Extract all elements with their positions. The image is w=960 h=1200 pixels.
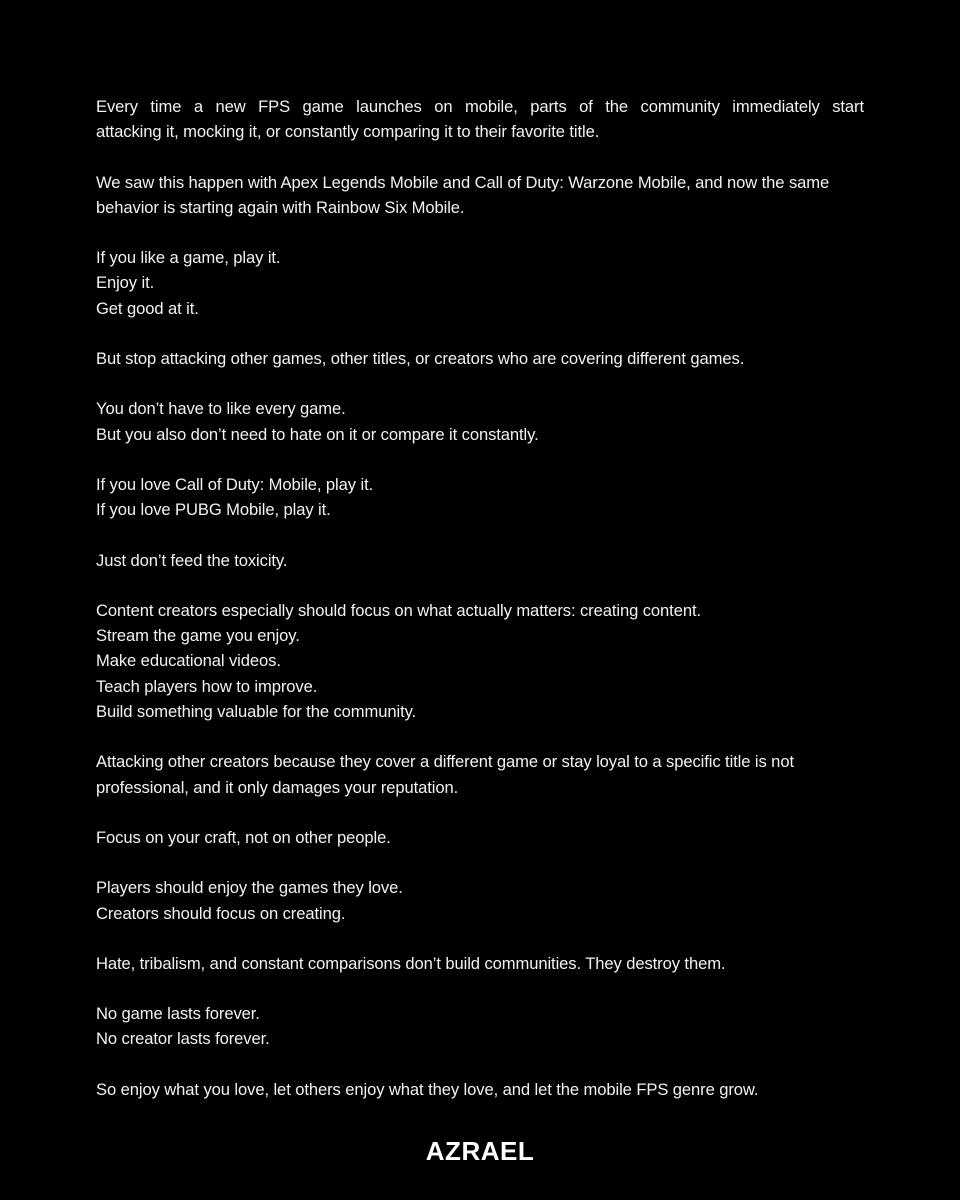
paragraph-line: You don’t have to like every game.: [96, 399, 346, 419]
paragraph-line: We saw this happen with Apex Legends Mobile and Call of Duty: Warzone Mobile, and now the same: [96, 172, 830, 192]
paragraph-line: No creator lasts forever.: [96, 1029, 270, 1049]
paragraph-2: [96, 170, 864, 221]
paragraph-5: [96, 396, 864, 447]
paragraph-line: Players should enjoy the games they love.: [96, 878, 403, 898]
paragraph-8: [96, 598, 864, 724]
paragraph-line: Just don’t feed the toxicity.: [96, 550, 288, 570]
paragraph-line: Hate, tribalism, and constant comparisons don’t build communities. They destroy them.: [96, 953, 726, 973]
paragraph-line: But stop attacking other games, other titles, or creators who are covering different games.: [96, 349, 745, 369]
paragraph-line: Teach players how to improve.: [96, 676, 318, 696]
paragraph-line: Focus on your craft, not on other people.: [96, 827, 391, 847]
signature: AZRAEL: [425, 1136, 535, 1166]
paragraph-6: [96, 472, 864, 523]
paragraph-line: But you also don’t need to hate on it or compare it constantly.: [96, 424, 539, 444]
paragraph-line: Make educational videos.: [96, 651, 281, 671]
paragraph-line: Content creators especially should focus on what actually matters: creating content.: [96, 600, 701, 620]
paragraph-9: [96, 749, 864, 800]
paragraph-line: If you love PUBG Mobile, play it.: [96, 500, 331, 520]
paragraph-14: [96, 1077, 864, 1102]
paragraph-1: [96, 94, 864, 145]
paragraph-line: Get good at it.: [96, 298, 199, 318]
statement-body: [96, 94, 864, 1127]
paragraph-line: professional, and it only damages your reputation.: [96, 777, 459, 797]
paragraph-7: [96, 548, 864, 573]
paragraph-12: [96, 951, 864, 976]
paragraph-line: Build something valuable for the community.: [96, 702, 417, 722]
paragraph-line: If you like a game, play it.: [96, 248, 281, 268]
paragraph-line: behavior is starting again with Rainbow Six Mobile.: [96, 197, 465, 217]
paragraph-line: Attacking other creators because they cover a different game or stay loyal to a specific title is not: [96, 752, 794, 772]
paragraph-line: No game lasts forever.: [96, 1004, 260, 1024]
paragraph-11: [96, 875, 864, 926]
paragraph-line: attacking it, mocking it, or constantly comparing it to their favorite title.: [96, 122, 600, 142]
paragraph-4: [96, 346, 864, 371]
paragraph-line: So enjoy what you love, let others enjoy what they love, and let the mobile FPS genre grow.: [96, 1079, 759, 1099]
paragraph-line: Creators should focus on creating.: [96, 903, 346, 923]
paragraph-10: [96, 825, 864, 850]
paragraph-line: Enjoy it.: [96, 273, 155, 293]
paragraph-line: If you love Call of Duty: Mobile, play it.: [96, 474, 374, 494]
paragraph-line: Every time a new FPS game launches on mobile, parts of the community immediately start: [96, 97, 864, 116]
paragraph-line: Stream the game you enjoy.: [96, 626, 300, 646]
paragraph-13: [96, 1001, 864, 1052]
paragraph-3: [96, 245, 864, 321]
